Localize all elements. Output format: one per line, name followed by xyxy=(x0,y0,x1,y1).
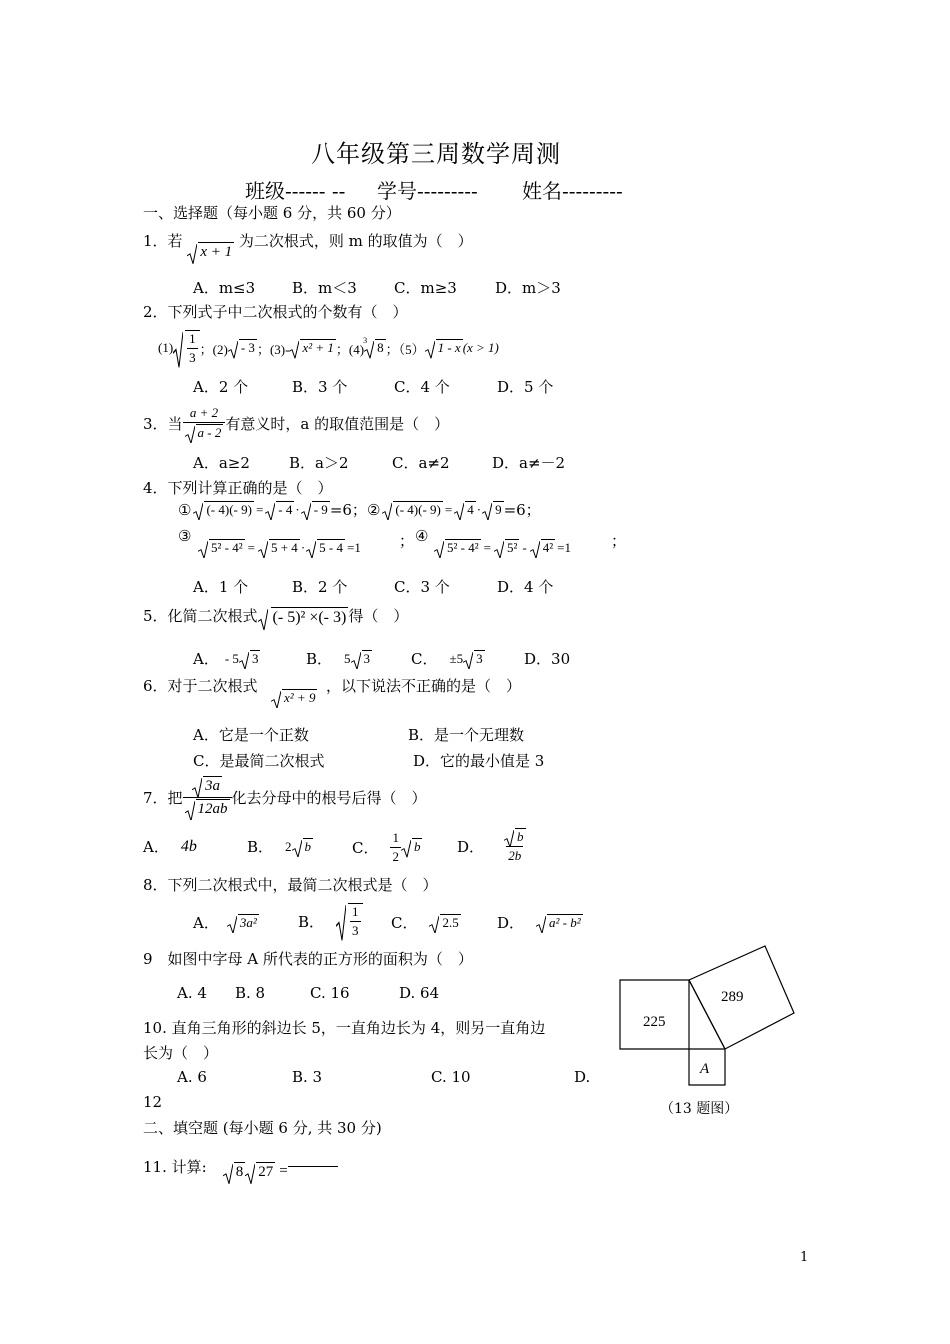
q1-option-d: D．m＞3 xyxy=(495,279,561,297)
q5-radical: (- 5)² ×(- 3) xyxy=(258,607,349,628)
q4-option-c: C．3 个 xyxy=(394,578,450,596)
q4-line-1: ① (- 4)(- 9) = - 4 · - 9 =6； ② (- 4)(- 9) = 4 · 9 =6； xyxy=(178,500,541,519)
q2-item1: $\frac{1}{3}$ xyxy=(173,330,200,365)
number-label: 学号--------- xyxy=(377,179,478,203)
question-4: 4．下列计算正确的是（ ） xyxy=(143,479,333,497)
q4-option-a: A．1 个 xyxy=(193,578,249,596)
q2-option-d: D．5 个 xyxy=(497,378,554,396)
q2-expressions: (1) $\frac{1}{3}$ ；(2) - 3 ；(3)- x² + 1 ；(4) 3 8 ；（5） 1 - x (x > 1) xyxy=(158,326,499,370)
q6-option-b: B．是一个无理数 xyxy=(408,726,525,744)
q10-option-d: D. xyxy=(574,1068,591,1086)
q6-option-d: D．它的最小值是 3 xyxy=(413,752,545,770)
question-9: 9 如图中字母 A 所代表的正方形的面积为（ ） xyxy=(143,950,473,968)
section2-heading: 二、填空题 (每小题 6 分, 共 30 分) xyxy=(143,1119,382,1137)
q5-option-b: B． 5 3 xyxy=(306,650,371,668)
q9-option-d: D. 64 xyxy=(399,984,440,1002)
q11-answer-blank xyxy=(288,1166,338,1167)
q1-radical: x + 1 xyxy=(187,242,234,262)
q3-option-d: D．a≠－2 xyxy=(492,454,566,472)
q5-option-d: D．30 xyxy=(524,650,571,668)
q2-item3: x² + 1 xyxy=(289,339,335,356)
q2-item4: 3 8 xyxy=(364,339,386,356)
q7-option-d: D． $\frac{b}{2b}$ xyxy=(457,829,524,864)
q10-option-d-value: 12 xyxy=(143,1093,163,1111)
question-2: 2．下列式子中二次根式的个数有（ ） xyxy=(143,303,408,321)
question-10-line2: 长为（ ） xyxy=(143,1044,219,1062)
label-a: A xyxy=(700,1061,710,1077)
class-label: 班级------ -- xyxy=(245,179,346,203)
q2-option-a: A．2 个 xyxy=(193,378,249,396)
q5-option-c: C． ±5 3 xyxy=(411,650,483,668)
q9-option-a: A. 4 xyxy=(177,984,207,1002)
q1-option-b: B．m＜3 xyxy=(292,279,357,297)
q10-option-b: B. 3 xyxy=(292,1068,323,1086)
q2-item5: 1 - x xyxy=(425,339,463,356)
q1-option-c: C．m≥3 xyxy=(394,279,457,297)
q1-option-a: A．m≤3 xyxy=(193,279,256,297)
section1-heading: 一、选择题（每小题 6 分，共 60 分） xyxy=(143,204,401,222)
q4-option-d: D．4 个 xyxy=(497,578,554,596)
q1-prefix: 1．若 xyxy=(143,232,183,250)
page-number: 1 xyxy=(800,1250,809,1265)
q7-option-c: C． $\frac{1}{2}$ b xyxy=(352,829,421,864)
question-10-line1: 10. 直角三角形的斜边长 5，一直角边长为 4，则另一直角边 xyxy=(143,1019,546,1037)
q2-item2: - 3 xyxy=(228,339,257,356)
q7-option-b: B． 2 b xyxy=(247,838,312,856)
q10-option-a: A. 6 xyxy=(177,1068,207,1086)
question-5: 5．化简二次根式 (- 5)² ×(- 3) 得（ ） xyxy=(143,603,408,637)
q9-option-c: C. 16 xyxy=(310,984,350,1002)
q3-fraction: $\frac{a + 2}{a - 2}$ xyxy=(183,405,226,441)
q2-option-c: C．4 个 xyxy=(394,378,450,396)
question-8: 8．下列二次根式中，最简二次根式是（ ） xyxy=(143,876,438,894)
q8-option-c: C． 2.5 xyxy=(391,914,459,932)
q7-option-a: A． 4b xyxy=(143,837,197,856)
question-3: 3．当 $\frac{a + 2}{a - 2}$ 有意义时，a 的取值范围是（ ） xyxy=(143,400,449,446)
question-7: 7．把 $\frac{3a}{12ab}$ 化去分母中的根号后得（ ） xyxy=(143,774,427,820)
q4-option-b: B．2 个 xyxy=(292,578,348,596)
pythagoras-figure xyxy=(610,940,805,1100)
q2-option-b: B．3 个 xyxy=(292,378,348,396)
name-label: 姓名--------- xyxy=(522,179,623,203)
triangle-hypotenuse xyxy=(689,980,725,1049)
q6-option-c: C．是最简二次根式 xyxy=(193,752,325,770)
q3-option-b: B．a＞2 xyxy=(289,454,349,472)
figure-caption: （13 题图） xyxy=(660,1101,739,1117)
q1-suffix: 为二次根式，则 m 的取值为（ ） xyxy=(238,232,473,250)
q8-option-b: B． $\frac{1}{3}$ xyxy=(298,898,363,944)
q10-option-c: C. 10 xyxy=(431,1068,471,1086)
q3-option-c: C．a≠2 xyxy=(392,454,450,472)
q7-fraction: $\frac{3a}{12ab}$ xyxy=(183,776,232,819)
label-225: 225 xyxy=(643,1014,666,1030)
q5-option-a: A． - 5 3 xyxy=(193,650,259,668)
q9-option-b: B. 8 xyxy=(235,984,266,1002)
q6-option-a: A．它是一个正数 xyxy=(193,726,309,744)
q8-option-d: D． a² - b² xyxy=(497,914,581,932)
question-1 xyxy=(143,230,473,262)
page-title: 八年级第三周数学周测 xyxy=(311,140,561,168)
q8-option-a: A． 3a² xyxy=(193,914,257,932)
question-11: 11. 计算: 8 27 = xyxy=(143,1152,338,1182)
q3-option-a: A．a≥2 xyxy=(193,454,250,472)
q6-radical: x² + 9 xyxy=(271,689,317,706)
label-289: 289 xyxy=(721,989,744,1005)
